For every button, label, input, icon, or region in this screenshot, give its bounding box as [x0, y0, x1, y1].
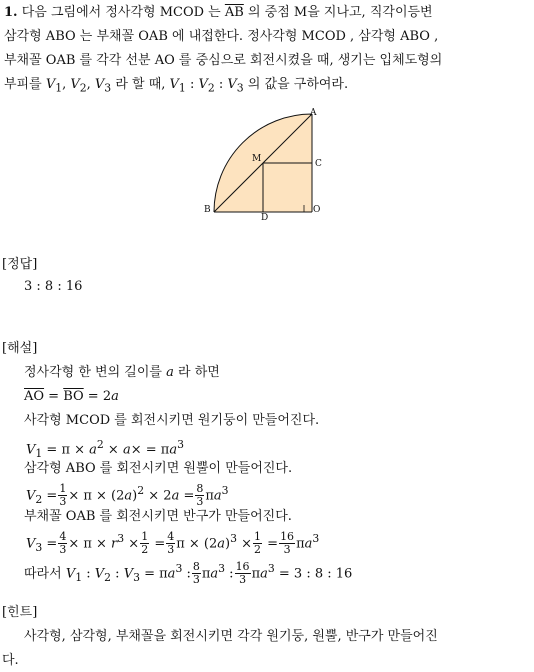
explanation-line-2: $\overline{AO} = \overline{BO} = 2a$ [24, 389, 119, 404]
problem-line-1: 1. 다음 그림에서 정사각형 MCOD 는 $\overline{AB}$ 의 중점 M을 지나고, 직각이등변 [4, 5, 433, 20]
label-O: O [313, 205, 321, 215]
hint-line-1: 사각형, 삼각형, 부채꼴을 회전시키면 각각 원기둥, 원뿔, 반구가 만들어진 [24, 629, 438, 644]
explanation-line-4: $V_1 = \pi \times a^2 \times a\times = \pi a^3$ [26, 438, 184, 460]
hint-line-2: 다. [2, 653, 19, 668]
problem-line-4: 부피를 $V_1$, $V_2$, $V_3$ 라 할 때, $V_1$ : $V_2$ : $V_3$ 의 값을 구하여라. [4, 77, 349, 95]
explanation-line-8: $V_3$ = $\frac{4}{3}$ × $\pi \times r^3$ × $\frac{1}{2}$ = $\frac{4}{3}$ $\pi \times (2a)^3$ × $\frac{1}{2}$ = $\frac{16}{3}$ $\pi a^3$ [26, 530, 320, 557]
geometry-figure [200, 108, 340, 226]
explanation-line-5: 삼각형 ABO 를 회전시키면 원뿔이 만들어진다. [24, 461, 293, 476]
label-M: M [252, 154, 262, 164]
explanation-line-6: $V_2$ = $\frac{1}{3}$ × $\pi \times (2a)^2 \times 2a$ = $\frac{8}{3}$ $\pi a^3$ [26, 482, 229, 509]
explanation-line-9: 따라서 $V_1$ : $V_2$ : $V_3 = \pi a^3$ : $\frac{8}{3}$ $\pi a^3$ : $\frac{16}{3}$ $\pi a^3 = 3$ : 8 : 16 [24, 560, 353, 587]
answer-value: 3 : 8 : 16 [24, 279, 83, 294]
problem-number: 1. [4, 5, 18, 20]
problem-line-2: 삼각형 ABO 는 부채꼴 OAB 에 내접한다. 정사각형 MCOD , 삼각형 ABO , [4, 29, 439, 44]
explanation-heading: [해설] [2, 341, 38, 356]
answer-heading: [정답] [2, 257, 38, 272]
label-A: A [310, 108, 317, 118]
explanation-line-7: 부채꼴 OAB 를 회전시키면 반구가 만들어진다. [24, 509, 292, 524]
problem-line-3: 부채꼴 OAB 를 각각 선분 AO 를 중심으로 회전시켰을 때, 생기는 입체도형의 [4, 53, 443, 68]
explanation-line-3: 사각형 MCOD 를 회전시키면 원기둥이 만들어진다. [24, 413, 320, 428]
label-D: D [261, 213, 269, 223]
label-C: C [315, 159, 322, 169]
explanation-line-1: 정사각형 한 변의 길이를 a 라 하면 [24, 365, 220, 380]
hint-heading: [힌트] [2, 605, 38, 620]
label-B: B [204, 205, 211, 215]
